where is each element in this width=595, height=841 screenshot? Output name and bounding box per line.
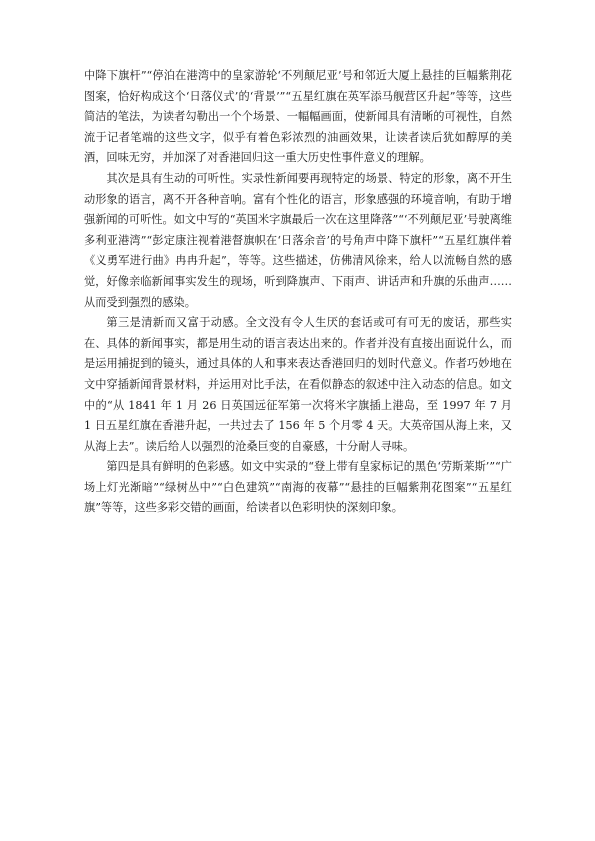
paragraph-audibility: 其次是具有生动的可听性。实录性新闻要再现特定的场景、特定的形象，离不开生动形象的语言，离不开各种音响。富有个性化的语言，形象感强的环境音响，有助于增强新闻的可听性。如文中写的“英国米字旗最后一次在这里降落”“‘不列颠尼亚’号驶离维多利亚港湾”“彭定康注视着港督旗帜在‘日落余音’的号角声中降下旗杆”“五星红旗伴着《义勇军进行曲》冉冉升起”，等等。这些描述，仿佛清风徐来，给人以流畅自然的感觉，好像亲临新闻事实发生的现场，听到降旗声、下雨声、讲话声和升旗的乐曲声……从而受到强烈的感染。	[84, 171, 512, 309]
paragraph-continuation: 中降下旗杆”“停泊在港湾中的皇家游轮‘不列颠尼亚’号和邻近大厦上悬挂的巨幅紫荆花图案，恰好构成这个‘日落仪式’的‘背景’”“五星红旗在英军添马舰营区升起”等等，这些简洁的笔法，为读者勾勒出一个个场景、一幅幅画面，使新闻具有清晰的可视性，自然流于记者笔端的这些文字，似乎有着色彩浓烈的油画效果，让读者读后犹如醇厚的美酒，回味无穷，并加深了对香港回归这一重大历史性事件意义的理解。	[84, 69, 512, 165]
article-body	[84, 66, 512, 519]
paragraph-color: 第四是具有鲜明的色彩感。如文中实录的“登上带有皇家标记的黑色‘劳斯莱斯’”“广场上灯光渐暗”“绿树丛中”“白色建筑”“南海的夜幕”“悬挂的巨幅紫荆花图案”“五星红旗”等等，这些多彩交错的画面，给读者以色彩明快的深刻印象。	[84, 460, 512, 515]
paragraph-dynamism: 第三是清新而又富于动感。全文没有令人生厌的套话或可有可无的废话，那些实在、具体的新闻事实，都是用生动的语言表达出来的。作者并没有直接出面说什么，而是运用捕捉到的镜头，通过具体的人和事来表达香港回归的划时代意义。作者巧妙地在文中穿插新闻背景材料，并运用对比手法，在看似静态的叙述中注入动态的信息。如文中的“从 1841 年 1 月 26 日英国远征军第一次将米字旗插上港岛，至 1997 年 7 月 1 日五星红旗在香港升起，一共过去了 156 年 5 个月零 4 天。大英帝国从海上来，又从海上去”。读后给人以强烈的沧桑巨变的自豪感，十分耐人寻味。	[84, 316, 512, 453]
